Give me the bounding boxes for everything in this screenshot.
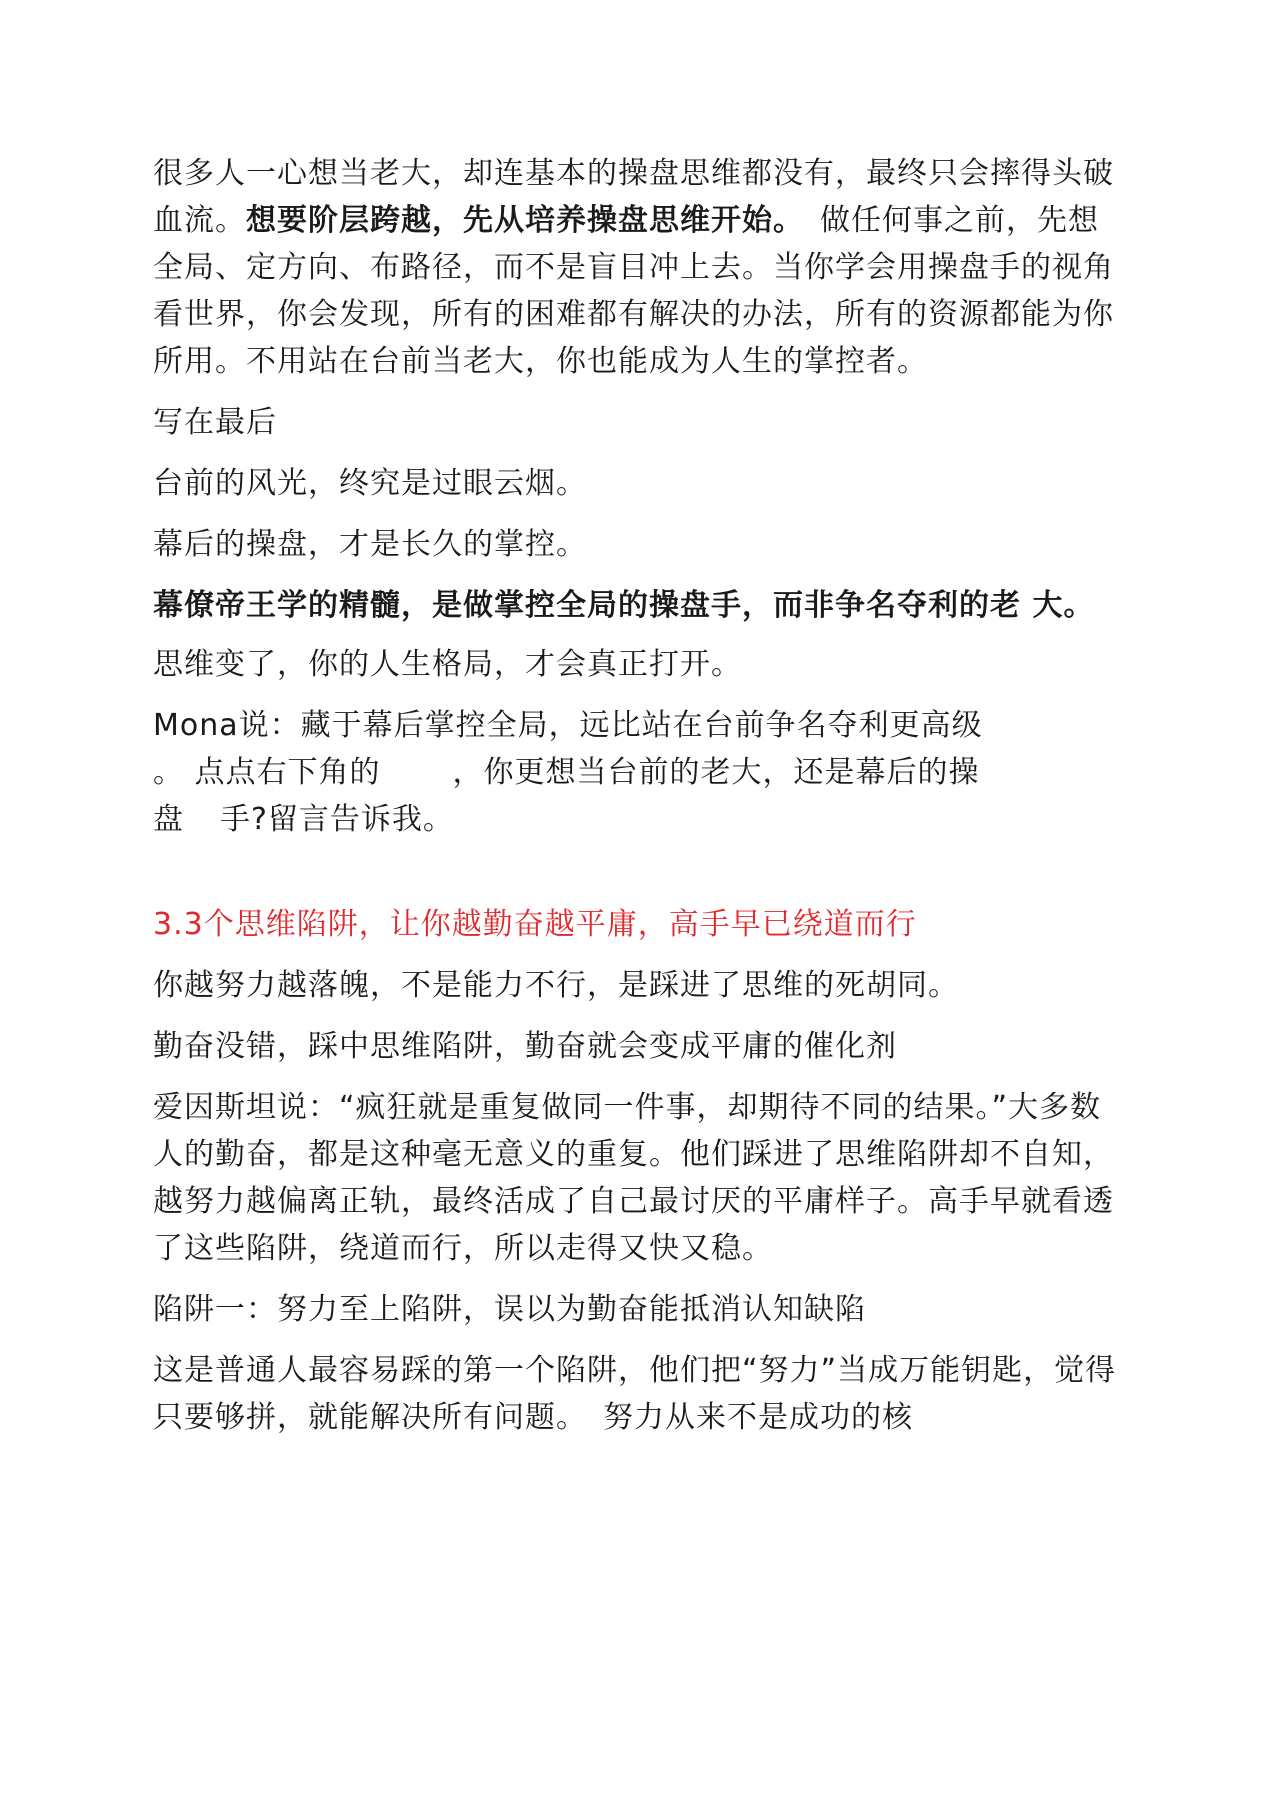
paragraph-operator-mindset — [153, 150, 1123, 385]
paragraph-text: 很多人一心想当老大，却连基本的操盘思维都没有，最终只会摔得头破血流。 — [153, 156, 1114, 238]
closing-line-2: 幕后的操盘，才是长久的掌控。 — [153, 527, 587, 562]
bold-statement: 幕僚帝王学的精髓，是做掌控全局的操盘手，而非争名夺利的老 大。 — [153, 588, 1095, 623]
document-page — [153, 150, 1123, 1441]
closing-title: 写在最后 — [153, 405, 277, 440]
closing-line-1: 台前的风光，终究是过眼云烟。 — [153, 466, 587, 501]
mona-line-a: Mona说：藏于幕后掌控全局，远比站在台前争名夺利更高级 — [153, 708, 983, 743]
mona-line-b-end: ，你更想当台前的老大，还是幕后的操 — [452, 755, 980, 790]
mona-comment — [153, 702, 1123, 843]
einstein-paragraph: 爱因斯坦说：“疯狂就是重复做同一件事，却期待不同的结果。”大多数人的勤奋，都是这种毫无意义的重复。他们踩进了思维陷阱却不自知，越努力越偏离正轨，最终活成了自己最讨厌的平庸样子。高手早就看透了这些陷阱，绕道而行，所以走得又快又稳。 — [153, 1090, 1114, 1266]
mona-line-b-start: 。 点点右下角的 — [153, 755, 381, 790]
trap-1-paragraph: 这是普通人最容易踩的第一个陷阱，他们把“努力”当成万能钥匙，觉得只要够拼，就能解决所有问题。 努力从来不是成功的核 — [153, 1353, 1117, 1435]
mona-line-c-start: 盘 — [153, 802, 184, 837]
section-line-2: 勤奋没错，踩中思维陷阱，勤奋就会变成平庸的催化剂 — [153, 1029, 897, 1064]
mona-line-c-end: 手?留言告诉我。 — [220, 802, 454, 837]
paragraph-text-continued: 做任何事之前，先想全局、定方向、布路径，而不是盲目冲上去。当你学会用操盘手的视角看世界，你会发现，所有的困难都有解决的办法，所有的资源都能为你所用。不用站在台前当老大，你也能成为人生的掌控者。 — [153, 203, 1114, 379]
trap-1-title: 陷阱一：努力至上陷阱，误以为勤奋能抵消认知缺陷 — [153, 1292, 866, 1327]
section-line-1: 你越努力越落魄，不是能力不行，是踩进了思维的死胡同。 — [153, 968, 959, 1003]
bold-emphasis: 想要阶层跨越，先从培养操盘思维开始。 — [246, 203, 789, 238]
section-heading: 3.3个思维陷阱，让你越勤奋越平庸，高手早已绕道而行 — [153, 907, 917, 942]
closing-line-3: 思维变了，你的人生格局，才会真正打开。 — [153, 647, 742, 682]
